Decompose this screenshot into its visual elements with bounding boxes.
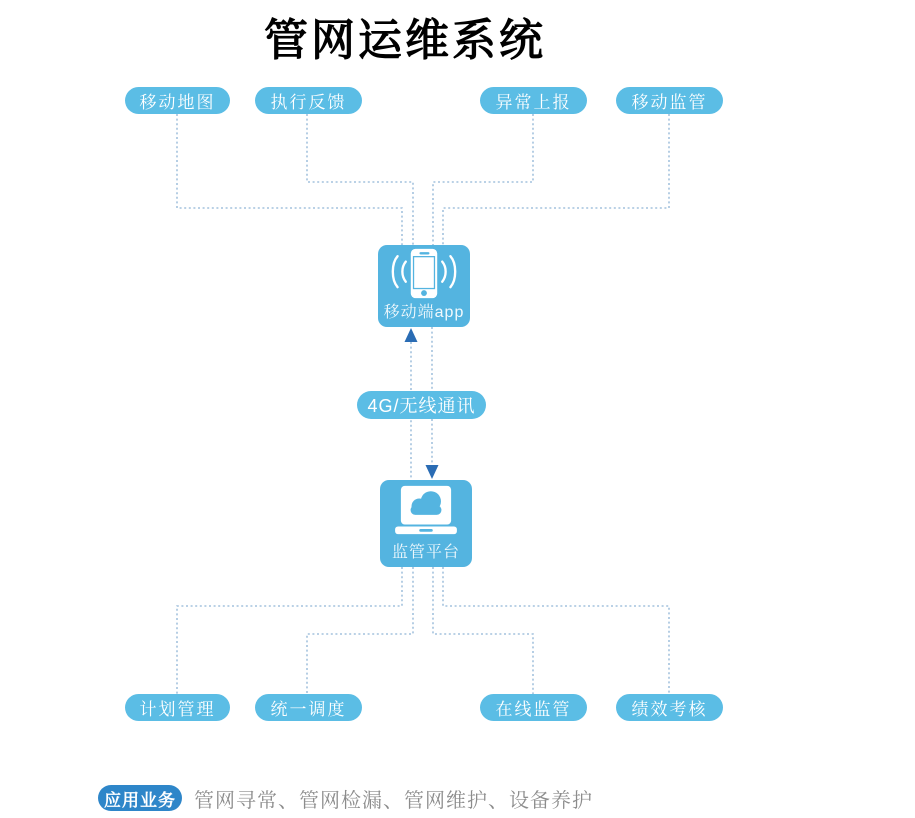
mobile-app-label: 移动端app xyxy=(383,304,465,321)
laptop-cloud-icon xyxy=(380,483,472,539)
node-label: 执行反馈 xyxy=(270,93,347,112)
node-label: 移动地图 xyxy=(139,93,216,112)
node-plan-management xyxy=(125,694,230,721)
link-label-text: 4G/无线通讯 xyxy=(367,396,476,416)
node-performance-review xyxy=(616,694,723,721)
node-label: 统一调度 xyxy=(270,700,347,719)
connector-unified-dispatch xyxy=(307,567,413,694)
applications-badge xyxy=(98,785,182,811)
platform-label: 监管平台 xyxy=(391,544,460,561)
connector-mobile-map xyxy=(177,114,402,245)
node-label: 异常上报 xyxy=(495,93,572,112)
node-mobile-map xyxy=(125,87,230,114)
link-label xyxy=(357,391,486,419)
connector-exec-feedback xyxy=(307,114,413,245)
node-label: 在线监管 xyxy=(495,700,572,719)
platform-node xyxy=(380,480,472,567)
node-label: 移动监管 xyxy=(631,93,708,112)
up-arrow-icon xyxy=(405,328,418,342)
connector-exception-report xyxy=(433,114,533,245)
node-mobile-supervision xyxy=(616,87,723,114)
connector-performance-review xyxy=(443,567,669,694)
down-arrow-icon xyxy=(426,465,439,479)
connector-mobile-supervision xyxy=(443,114,669,245)
page-title: 管网运维系统 xyxy=(264,16,546,65)
node-execution-feedback xyxy=(255,87,362,114)
connector-plan-management xyxy=(177,567,402,694)
connector-online-supervision xyxy=(433,567,533,694)
applications-badge-label: 应用业务 xyxy=(104,790,176,810)
mobile-app-node xyxy=(378,245,470,327)
node-unified-dispatch xyxy=(255,694,362,721)
node-label: 计划管理 xyxy=(139,700,216,719)
node-label: 绩效考核 xyxy=(631,700,708,719)
node-exception-report xyxy=(480,87,587,114)
node-online-supervision xyxy=(480,694,587,721)
smartphone-icon xyxy=(378,248,470,299)
applications-list: 管网寻常、管网检漏、管网维护、设备养护 xyxy=(194,789,593,812)
